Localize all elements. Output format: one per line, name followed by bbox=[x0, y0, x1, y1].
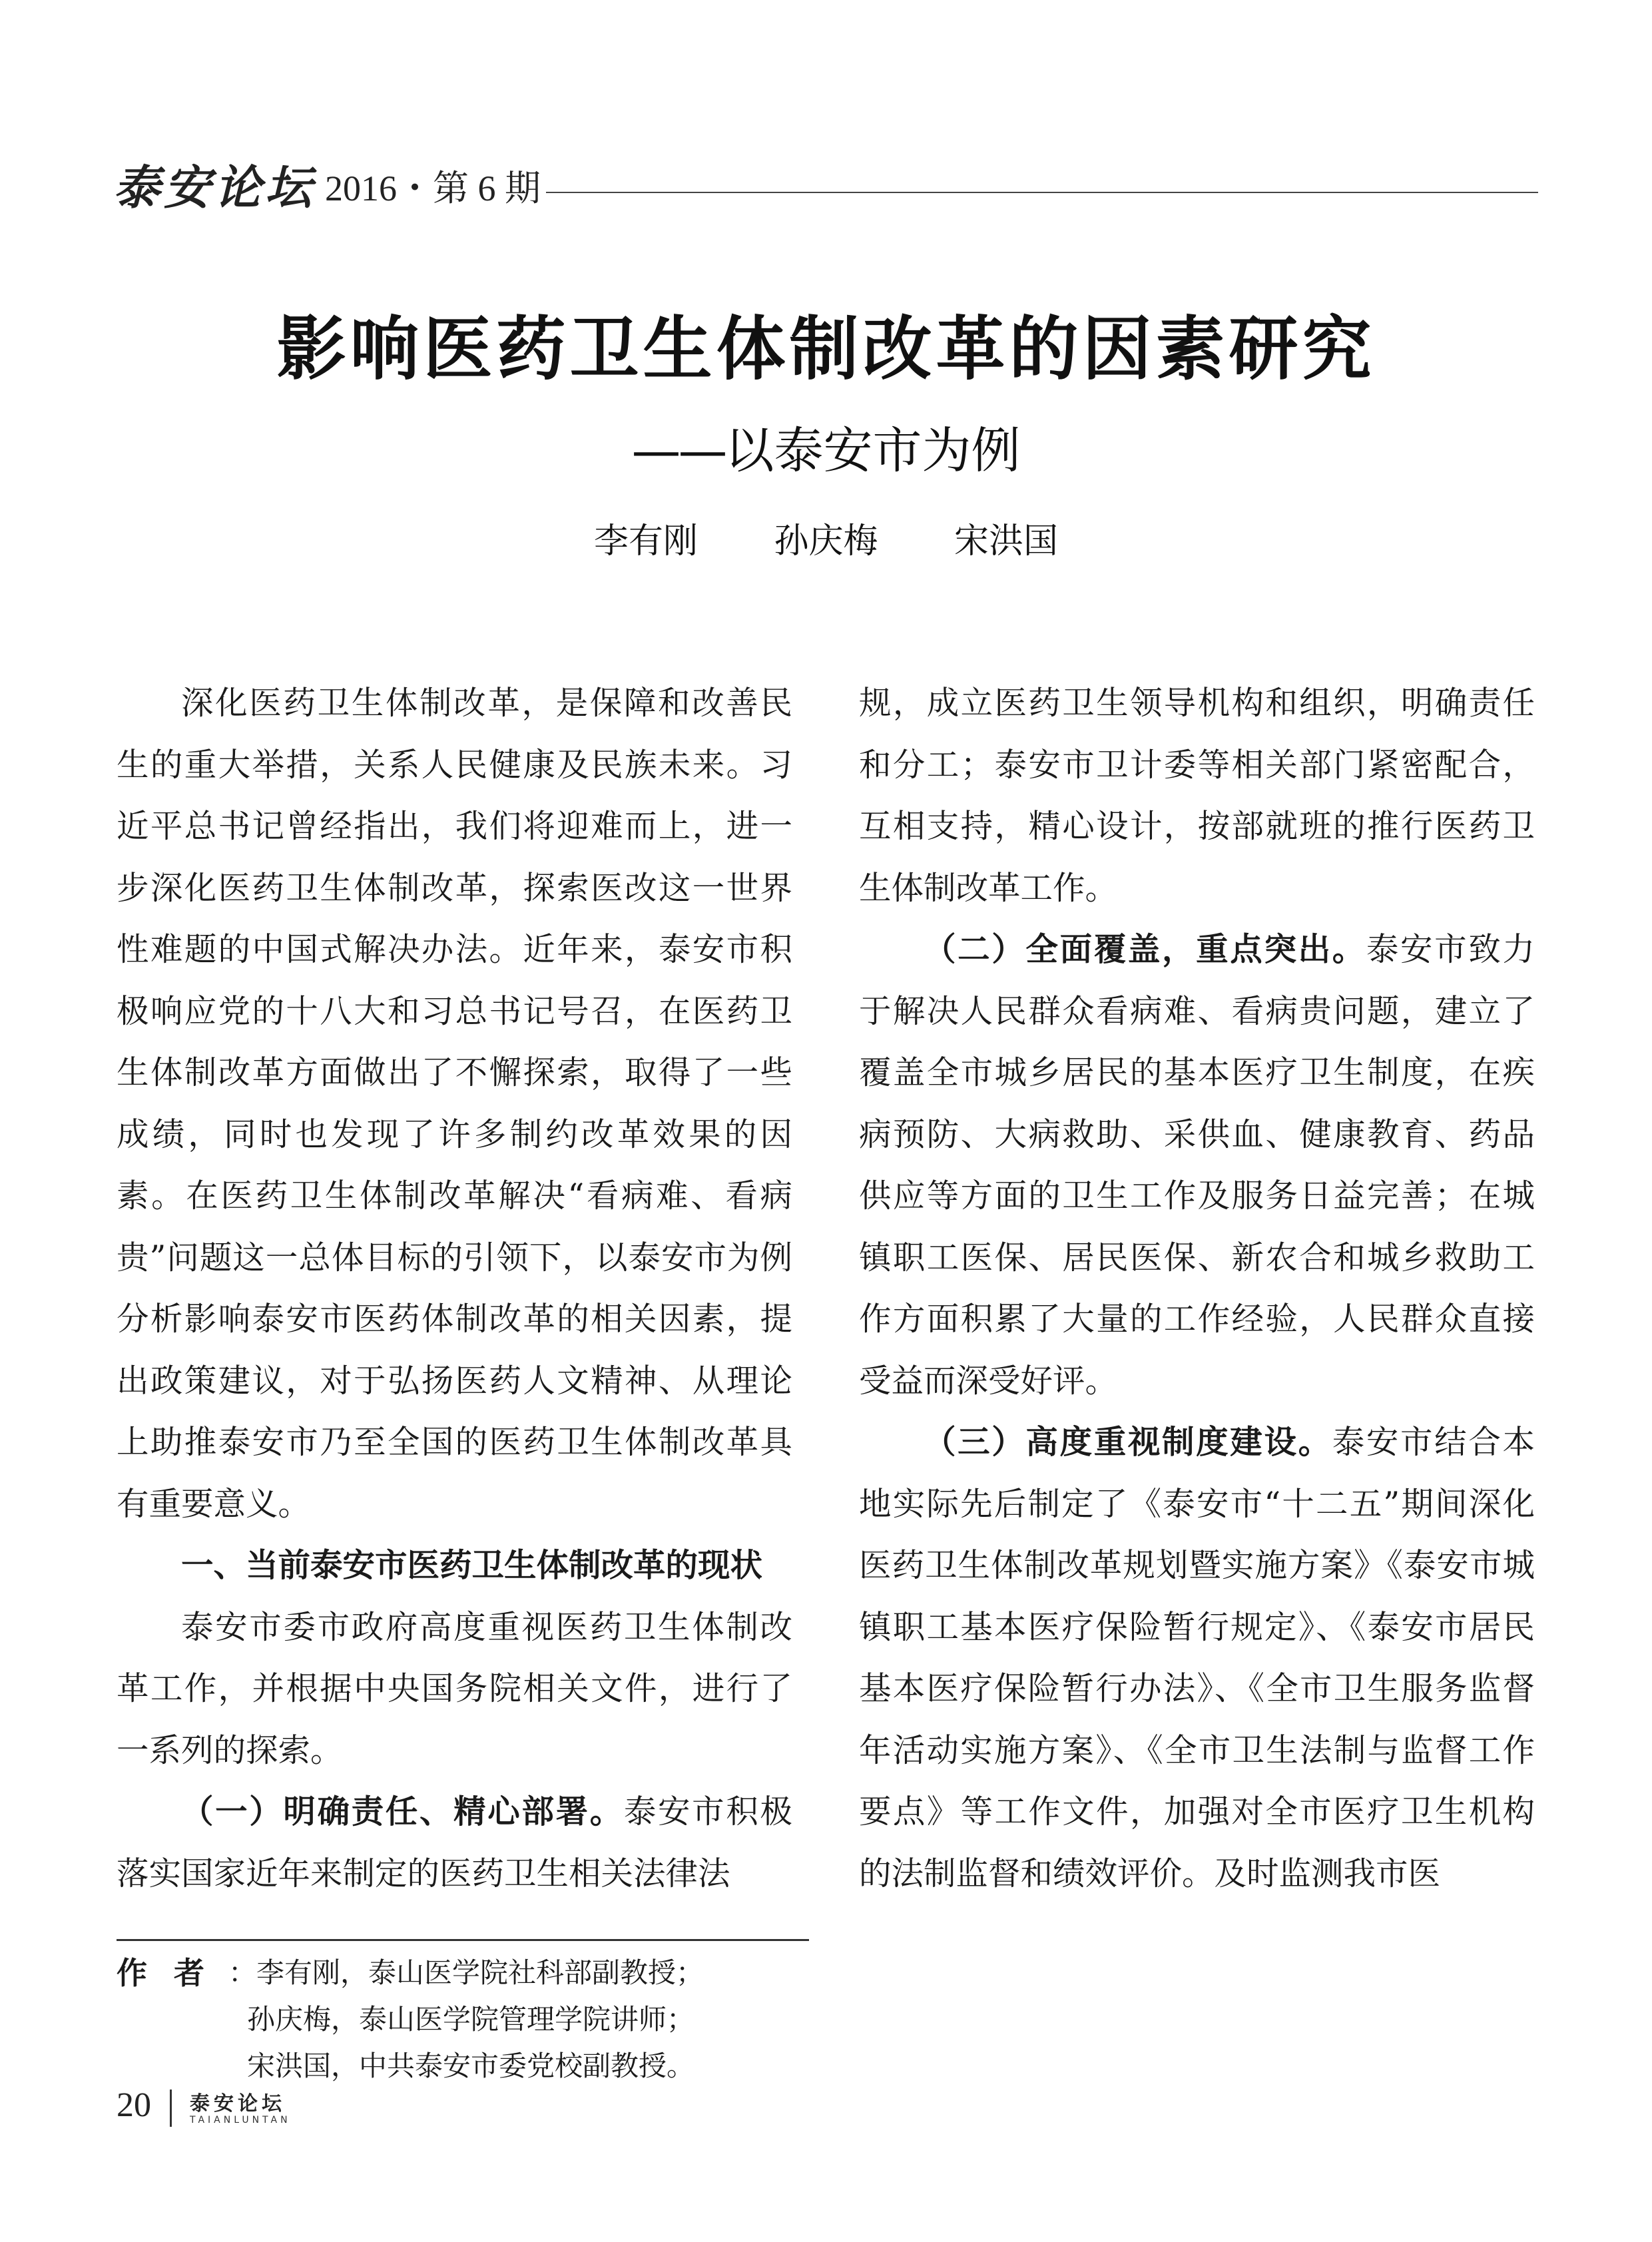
body-column-left bbox=[117, 673, 792, 1904]
footnote-line: ：李有刚，泰山医学院社科部副教授； bbox=[228, 1956, 704, 1989]
item-paragraph bbox=[117, 1781, 792, 1904]
body-column-right bbox=[859, 673, 1535, 1904]
author-line bbox=[0, 513, 1652, 563]
item-lead: （一）明确责任、精心部署。 bbox=[181, 1793, 624, 1830]
author-name: 宋洪国 bbox=[954, 521, 1059, 561]
page-footer bbox=[117, 2086, 383, 2139]
section-heading: 一、当前泰安市医药卫生体制改革的现状 bbox=[181, 1547, 763, 1584]
item-paragraph-continued: 规，成立医药卫生领导机构和组织，明确责任和分工；泰安市卫计委等相关部门紧密配合，互相支持，精心设计，按部就班的推行医药卫生体制改革工作。 bbox=[859, 685, 1535, 907]
footnote-label: 作者 bbox=[117, 1955, 231, 1991]
footnote-lines bbox=[228, 1950, 704, 2090]
item-text: 泰安市致力于解决人民群众看病难、看病贵问题，建立了覆盖全市城乡居民的基本医疗卫生制度，在疾病预防、大病救助、采供血、健康教育、药品供应等方面的卫生工作及服务日益完善；在城镇职工医保、居民医保、新农合和城乡救助工作方面积累了大量的工作经验，人民群众直接受益而深受好评。 bbox=[859, 931, 1535, 1400]
subtitle-text: 以泰安市为例 bbox=[724, 422, 1021, 479]
subtitle-dash: —— bbox=[631, 422, 725, 479]
footnote-line: 孙庆梅，泰山医学院管理学院讲师； bbox=[247, 2003, 695, 2036]
footnote-line: 宋洪国，中共泰安市委党校副教授。 bbox=[247, 2050, 695, 2082]
footer-divider bbox=[170, 2090, 172, 2127]
section-intro-paragraph: 泰安市委市政府高度重视医药卫生体制改革工作，并根据中央国务院相关文件，进行了一系列的探索。 bbox=[117, 1608, 792, 1769]
footnote-colon: ： bbox=[228, 1956, 257, 1989]
item-paragraph bbox=[859, 919, 1535, 1412]
article-subtitle bbox=[0, 412, 1652, 482]
journal-logo: 泰安论坛 bbox=[113, 160, 316, 215]
footer-journal-name: 泰安论坛 bbox=[190, 2092, 286, 2115]
page-number: 20 bbox=[117, 2086, 151, 2124]
footer-journal-pinyin: TAIANLUNTAN bbox=[190, 2115, 291, 2125]
item-paragraph bbox=[859, 1412, 1535, 1904]
issue-label: 2016・第 6 期 bbox=[325, 168, 541, 208]
item-text: 泰安市结合本地实际先后制定了《泰安市“十二五”期间深化医药卫生体制改革规划暨实施方案》《泰安市城镇职工基本医疗保险暂行规定》、《泰安市居民基本医疗保险暂行办法》、《全市卫生服务监督年活动实施方案》、《全市卫生法制与监督工作要点》等工作文件，加强对全市医疗卫生机构的法制监督和绩效评价。及时监测我市医 bbox=[859, 1424, 1535, 1892]
item-lead: （三）高度重视制度建设。 bbox=[924, 1424, 1332, 1461]
running-header bbox=[113, 150, 1538, 215]
item-lead: （二）全面覆盖，重点突出。 bbox=[924, 931, 1366, 968]
footnote-rule bbox=[117, 1939, 809, 1941]
article-title: 影响医药卫生体制改革的因素研究 bbox=[276, 308, 1376, 390]
header-rule bbox=[546, 192, 1538, 193]
intro-paragraph: 深化医药卫生体制改革，是保障和改善民生的重大举措，关系人民健康及民族未来。习近平总书记曾经指出，我们将迎难而上，进一步深化医药卫生体制改革，探索医改这一世界性难题的中国式解决办法。近年来，泰安市积极响应党的十八大和习总书记号召，在医药卫生体制改革方面做出了不懈探索，取得了一些成绩，同时也发现了许多制约改革效果的因素。在医药卫生体制改革解决“看病难、看病贵”问题这一总体目标的引领下，以泰安市为例分析影响泰安市医药体制改革的相关因素，提出政策建议，对于弘扬医药人文精神、从理论上助推泰安市乃至全国的医药卫生体制改革具有重要意义。 bbox=[117, 685, 792, 1523]
author-name: 孙庆梅 bbox=[774, 521, 878, 561]
item-text: 泰安市积极落实国家近年来制定的医药卫生相关法律法 bbox=[117, 1793, 792, 1892]
author-name: 李有刚 bbox=[593, 521, 698, 561]
